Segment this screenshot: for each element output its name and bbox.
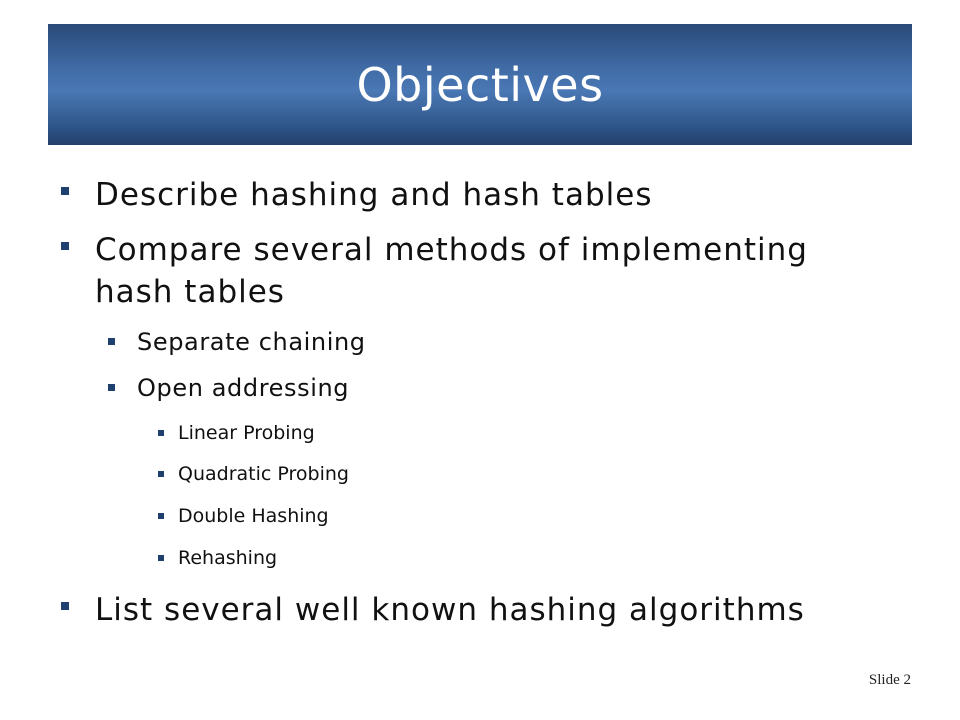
sub-sub-bullet-item-4 xyxy=(178,546,277,570)
sub-bullet-text: Separate chaining xyxy=(137,328,366,356)
sub-sub-bullet-item-3 xyxy=(178,504,329,528)
slide-number: Slide 2 xyxy=(868,672,911,688)
square-bullet-icon xyxy=(158,430,164,436)
sub-sub-bullet-text: Double Hashing xyxy=(178,505,329,527)
bullet-text-line-1: Compare several methods of implementing xyxy=(95,232,808,268)
bullet-item-1 xyxy=(95,174,652,216)
sub-bullet-item-2 xyxy=(137,373,349,403)
square-bullet-icon xyxy=(108,338,115,345)
square-bullet-icon xyxy=(158,555,164,561)
sub-bullet-item-1 xyxy=(137,327,366,357)
square-bullet-icon xyxy=(61,602,69,610)
bullet-text: List several well known hashing algorithms xyxy=(95,592,805,628)
bullet-text-line-2: hash tables xyxy=(95,274,285,310)
slide-title: Objectives xyxy=(356,57,604,112)
square-bullet-icon xyxy=(158,513,164,519)
bullet-item-2 xyxy=(95,229,915,313)
sub-sub-bullet-text: Rehashing xyxy=(178,547,278,569)
square-bullet-icon xyxy=(61,242,69,250)
bullet-item-3 xyxy=(95,589,805,631)
sub-sub-bullet-text: Quadratic Probing xyxy=(178,463,349,485)
sub-sub-bullet-item-1 xyxy=(178,421,315,445)
bullet-text: Describe hashing and hash tables xyxy=(95,177,653,213)
sub-sub-bullet-text: Linear Probing xyxy=(178,422,315,444)
square-bullet-icon xyxy=(108,384,115,391)
square-bullet-icon xyxy=(61,187,69,195)
sub-sub-bullet-item-2 xyxy=(178,462,349,486)
sub-bullet-text: Open addressing xyxy=(137,374,350,402)
square-bullet-icon xyxy=(158,471,164,477)
